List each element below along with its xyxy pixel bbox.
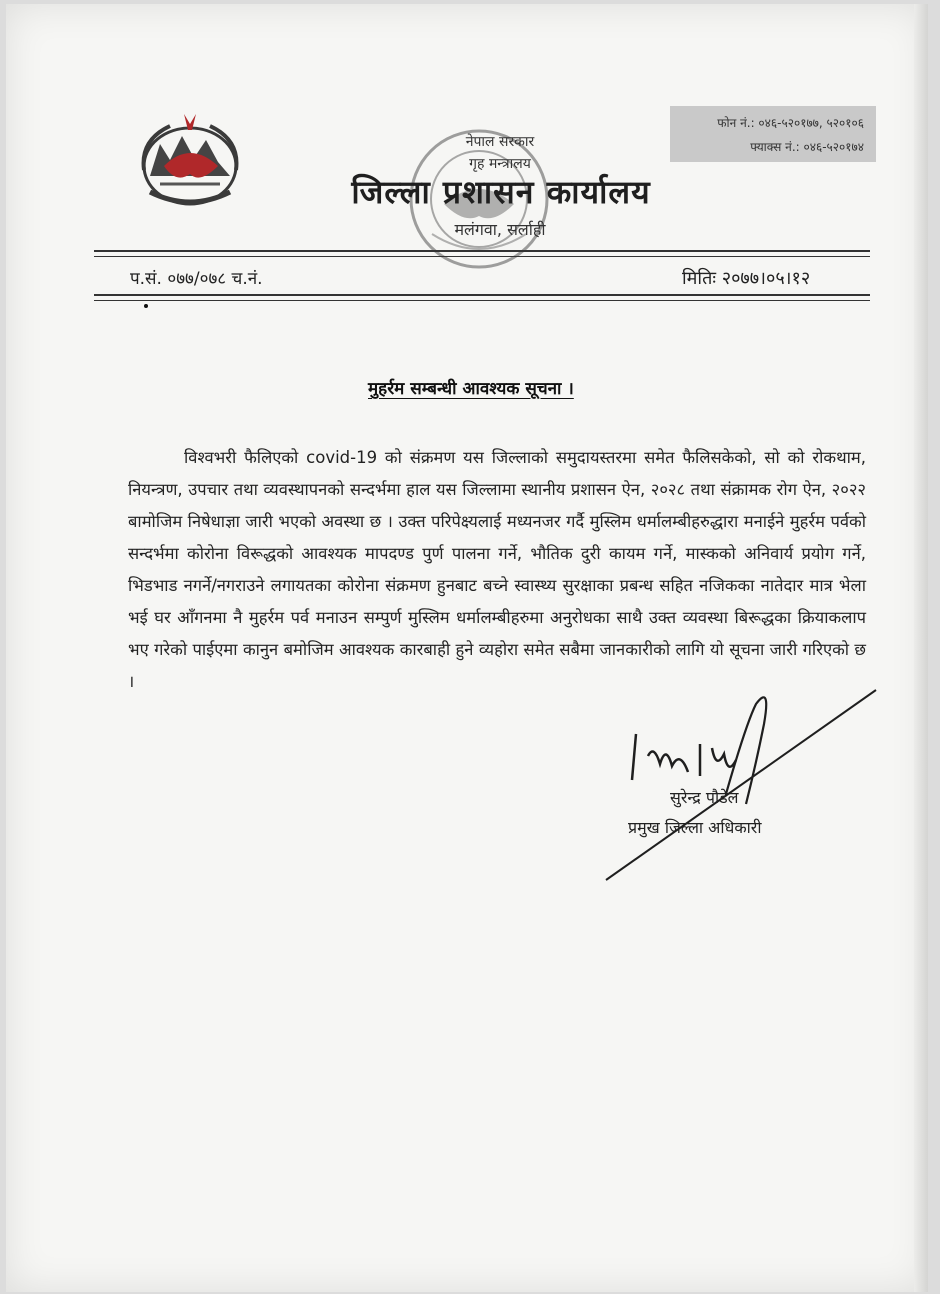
contact-box <box>670 106 876 162</box>
notice-title: मुहर्रम सम्बन्धी आवश्यक सूचना । <box>368 379 574 399</box>
office-address: मलंगवा, सर्लाही <box>454 220 546 239</box>
letter-page <box>6 4 928 1292</box>
fax-number: फ्याक्स नं.: ०४६-५२०१७४ <box>750 140 864 154</box>
notice-body: विश्वभरी फैलिएको covid-19 को संक्रमण यस जिल्लाको समुदायस्तरमा समेत फैलिसकेको, सो को रोकथाम, नियन्त्रण, उपचार तथा व्यवस्थापनको सन्दर्भमा हाल यस जिल्लामा स्थानीय प्रशासन ऐन, २०२८ तथा संक्रामक रोग ऐन, २०२२ बामोजिम निषेधाज्ञा जारी भएको अवस्था छ । उक्त परिपेक्ष्यलाई मध्यनजर गर्दै मुस्लिम धर्मालम्बीहरुद्धारा मनाईने मुहर्रम पर्वको सन्दर्भमा कोरोना विरूद्धको आवश्यक मापदण्ड पुर्ण पालना गर्ने, भौतिक दुरी कायम गर्ने, मास्कको अनिवार्य प्रयोग गर्ने, भिडभाड नगर्ने/नगराउने लगायतका कोरोना संक्रमण हुनबाट बच्ने स्वास्थ्य सुरक्षाका प्रबन्ध सहित नजिकका नातेदार मात्र भेला भई घर आँगनमा नै मुहर्रम पर्व मनाउन सम्पुर्ण मुस्लिम धर्मालम्बीहरुमा अनुरोधका साथै उक्त व्यवस्था बिरूद्धका क्रियाकलाप भए गरेको पाईएमा कानुन बमोजिम आवश्यक कारबाही हुने व्यहोरा समेत सबैमा जानकारीको लागि यो सूचना जारी गरिएको छ । <box>128 448 866 691</box>
ink-dot <box>144 304 148 308</box>
reference-number: प.सं. ०७७/०७८ च.नं. <box>130 269 263 289</box>
letter-date: मितिः २०७७।०५।१२ <box>682 268 811 289</box>
handwritten-signature <box>596 684 886 884</box>
header-rule-bottom-thin <box>94 300 870 301</box>
phone-number: फोन नं.: ०४६-५२०१७७, ५२०१०६ <box>717 116 864 130</box>
government-line: नेपाल सरकार <box>465 134 535 150</box>
ministry-line: गृह मन्त्रालय <box>469 156 531 172</box>
signatory-title: प्रमुख जिल्ला अधिकारी <box>628 818 762 837</box>
header-rule-top <box>94 250 870 252</box>
nepal-emblem-icon <box>130 110 250 214</box>
header-rule-bottom <box>94 294 870 296</box>
header-rule-top-thin <box>94 256 870 257</box>
signatory-name: सुरेन्द्र पौडेल <box>670 788 739 807</box>
office-name: जिल्ला प्रशासन कार्यालय <box>351 173 651 211</box>
page-shadow-edge <box>914 4 928 1292</box>
